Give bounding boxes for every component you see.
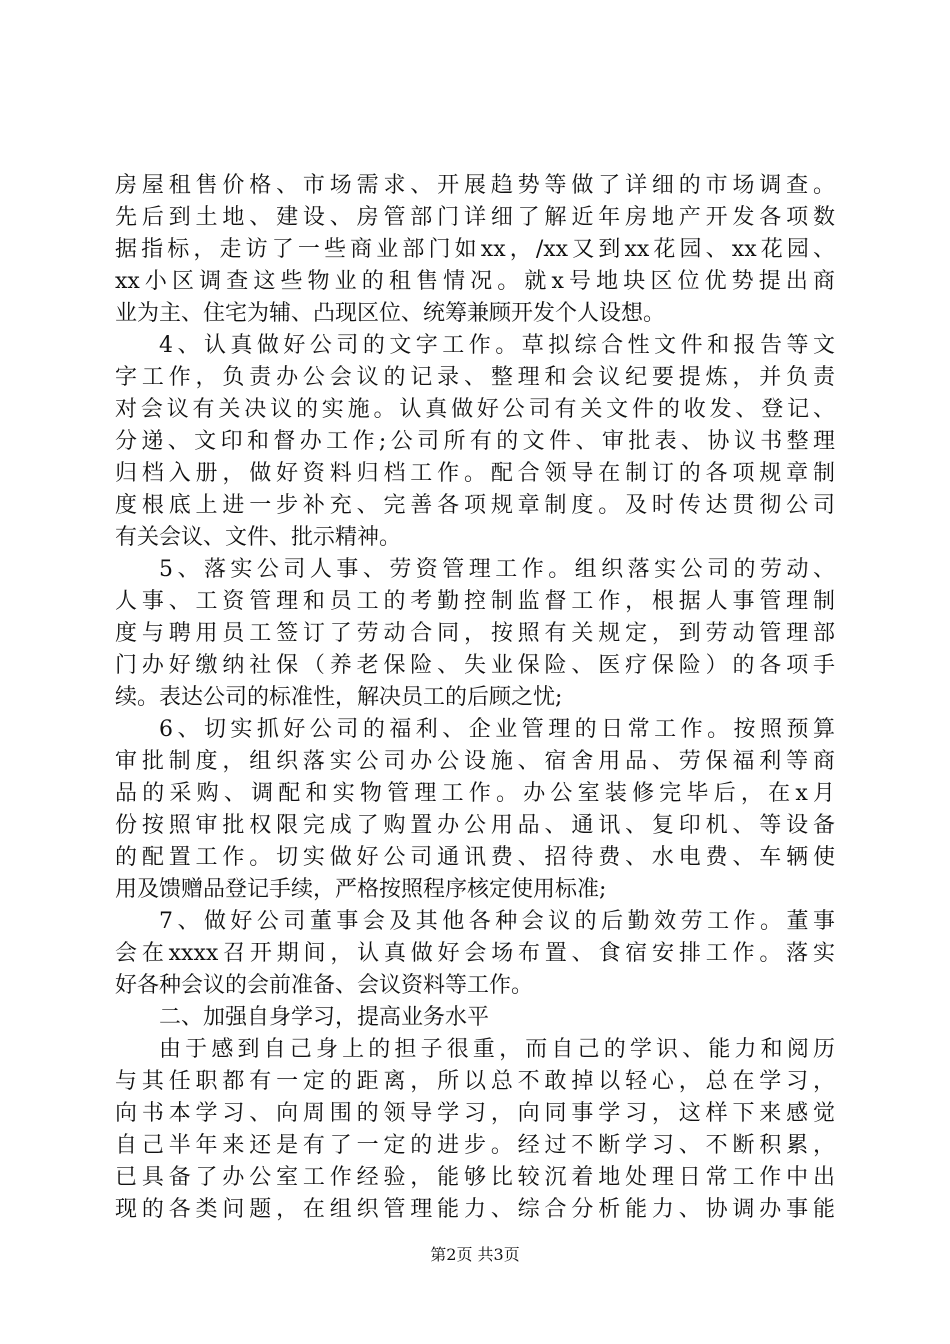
text-line: 审批制度，组织落实公司办公设施、宿舍用品、劳保福利等商 (115, 749, 835, 774)
text-line: 人事、工资管理和员工的考勤控制监督工作，根据人事管理制 (115, 589, 835, 614)
text-line: 的配置工作。切实做好公司通讯费、招待费、水电费、车辆使 (115, 845, 835, 870)
paragraph-start-line: 4、认真做好公司的文字工作。草拟综合性文件和报告等文 (159, 333, 835, 358)
text-line: 度与聘用员工签订了劳动合同，按照有关规定，到劳动管理部 (115, 621, 835, 646)
text-line: 自己半年来还是有了一定的进步。经过不断学习、不断积累， (115, 1133, 835, 1158)
text-line: 已具备了办公室工作经验，能够比较沉着地处理日常工作中出 (115, 1165, 835, 1190)
text-line: 房屋租售价格、市场需求、开展趋势等做了详细的市场调查。 (115, 173, 835, 198)
text-line: 会在xxxx召开期间，认真做好会场布置、食宿安排工作。落实 (115, 941, 835, 966)
text-line: 对会议有关决议的实施。认真做好公司有关文件的收发、登记、 (115, 397, 835, 422)
page-number-footer: 第2页 共3页 (430, 1245, 520, 1264)
text-line: 向书本学习、向周围的领导学习，向同事学习，这样下来感觉 (115, 1101, 835, 1126)
paragraph-start-line: 5、落实公司人事、劳资管理工作。组织落实公司的劳动、 (159, 557, 835, 582)
document-body (115, 170, 835, 1226)
text-line: 用及馈赠品登记手续，严格按照程序核定使用标准; (115, 877, 607, 902)
text-line: 好各种会议的会前准备、会议资料等工作。 (115, 973, 534, 998)
text-line: 续。表达公司的标准性，解决员工的后顾之忧; (115, 685, 563, 710)
text-line: 分递、文印和督办工作;公司所有的文件、审批表、协议书整理 (115, 429, 835, 454)
paragraph-start-line: 由于感到自己身上的担子很重，而自己的学识、能力和阅历 (159, 1037, 835, 1062)
text-line: 门办好缴纳社保（养老保险、失业保险、医疗保险）的各项手 (115, 653, 835, 678)
section-heading: 二、加强自身学习，提高业务水平 (159, 1005, 490, 1030)
text-line: 归档入册，做好资料归档工作。配合领导在制订的各项规章制 (115, 461, 835, 486)
text-line: xx小区调查这些物业的租售情况。就x号地块区位优势提出商 (115, 269, 835, 294)
text-line: 品的采购、调配和实物管理工作。办公室装修完毕后，在x月 (115, 781, 835, 806)
text-line: 度根底上进一步补充、完善各项规章制度。及时传达贯彻公司 (115, 493, 835, 518)
paragraph-start-line: 7、做好公司董事会及其他各种会议的后勤效劳工作。董事 (159, 909, 835, 934)
paragraph-start-line: 6、切实抓好公司的福利、企业管理的日常工作。按照预算 (159, 717, 835, 742)
text-line: 据指标，走访了一些商业部门如xx，/xx又到xx花园、xx花园、 (115, 237, 835, 262)
text-line: 与其任职都有一定的距离，所以总不敢掉以轻心，总在学习， (115, 1069, 835, 1094)
text-line: 先后到土地、建设、房管部门详细了解近年房地产开发各项数 (115, 205, 835, 230)
text-line: 业为主、住宅为辅、凸现区位、统筹兼顾开发个人设想。 (115, 301, 666, 326)
text-line: 字工作，负责办公会议的记录、整理和会议纪要提炼，并负责 (115, 365, 835, 390)
text-line: 现的各类问题，在组织管理能力、综合分析能力、协调办事能 (115, 1197, 835, 1222)
text-line: 份按照审批权限完成了购置办公用品、通讯、复印机、等设备 (115, 813, 835, 838)
text-line: 有关会议、文件、批示精神。 (115, 525, 402, 550)
